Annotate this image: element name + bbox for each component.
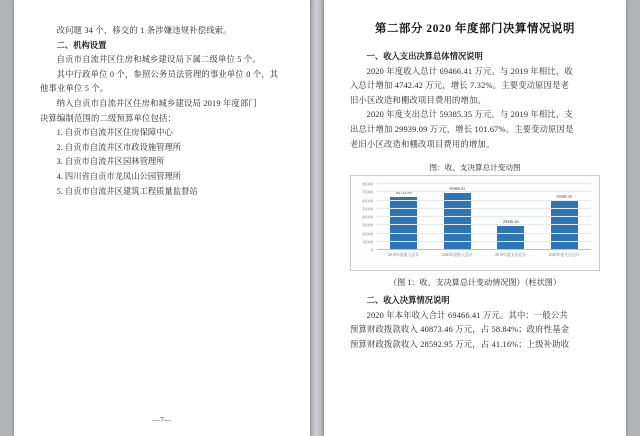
chart-bar xyxy=(497,218,524,250)
paragraph: 纳入自贡市自流井区住房和城乡建设局 2019 年度部门 xyxy=(56,98,257,108)
paragraph: 他事业单位 5 个。 xyxy=(40,84,109,94)
bar-chart xyxy=(350,175,600,271)
paragraph: 老旧小区改造和棚改项目费用的增加。 xyxy=(350,139,495,149)
list-item: 3. 自贡市自流井区园林管理所 xyxy=(56,157,165,167)
paragraph: 预算财政拨款收入 40873.46 万元，占 58.84%；政府性基金 xyxy=(350,325,570,335)
chart-gridline xyxy=(377,183,591,184)
chart-x-tick-label: 2020年度支出总计 xyxy=(548,253,580,258)
paragraph: 2020 年度支出总计 59385.35 万元。与 2019 年相比，支 xyxy=(366,110,573,120)
chart-gridline xyxy=(377,208,591,209)
chart-caption: （图 1：收、支决算总计变动情况图）（柱状图） xyxy=(389,278,561,288)
paragraph: 旧小区改造和棚改项目费用的增加。 xyxy=(350,95,486,105)
paragraph: 出总计增加 29939.09 万元，增长 101.67%。主要变动原因是 xyxy=(350,124,574,134)
chart-y-tick-label: 50000 xyxy=(362,206,373,212)
paragraph: 自贡市自流井区住房和城乡建设局下属二级单位 5 个。 xyxy=(56,55,261,65)
list-item: 1. 自贡市自流井区住房保障中心 xyxy=(56,128,173,138)
chart-gridline xyxy=(377,233,591,234)
page-number-left: —7— xyxy=(152,415,172,424)
page-gutter xyxy=(310,0,324,436)
chart-bar-value-label: 29446.26 xyxy=(502,218,519,224)
chart-plot-area xyxy=(377,184,591,250)
chart-y-axis xyxy=(351,181,375,253)
paragraph: 其中行政单位 0 个，参照公务员法管理的事业单位 0 个，其 xyxy=(56,69,279,79)
section-heading: 二、机构设置 xyxy=(56,40,107,50)
chart-y-tick-label: 80000 xyxy=(362,181,373,187)
paragraph: 入总计增加 4742.42 万元，增长 7.32%。主要变动原因是老 xyxy=(350,81,570,91)
chart-y-tick-label: 70000 xyxy=(362,189,373,195)
section-heading: 二、收入决算情况说明 xyxy=(366,296,450,306)
page-title: 第二部分 2020 年度部门决算情况说明 xyxy=(375,23,575,35)
chart-gridline xyxy=(377,241,591,242)
chart-bar-value-label: 69466.41 xyxy=(449,185,466,191)
list-item: 2. 自贡市自流井区市政设施管理所 xyxy=(56,142,182,152)
chart-figure xyxy=(350,162,600,288)
chart-x-tick-label: 2020年度收入总计 xyxy=(441,253,473,258)
section-heading: 一、收入支出决算总体情况说明 xyxy=(366,52,483,61)
paragraph: 2020 年度收入总计 69466.41 万元。与 2019 年相比，收 xyxy=(366,66,573,76)
chart-y-tick-label: 0 xyxy=(370,247,373,253)
chart-y-tick-label: 10000 xyxy=(362,239,373,245)
list-item: 5. 自贡市自流井区建筑工程质量监督站 xyxy=(56,186,198,196)
chart-x-axis xyxy=(377,252,591,266)
chart-gridline xyxy=(377,216,591,217)
document-page-right xyxy=(324,0,626,436)
list-item: 4. 四川省自贡市龙凤山公园管理所 xyxy=(56,171,182,181)
chart-x-tick-label: 2019年度收入总计 xyxy=(388,253,420,258)
chart-gridline xyxy=(377,224,591,225)
chart-y-tick-label: 40000 xyxy=(362,214,373,220)
page-background-right xyxy=(626,0,640,436)
chart-y-tick-label: 60000 xyxy=(362,198,373,204)
chart-gridline xyxy=(377,200,591,201)
chart-y-tick-label: 30000 xyxy=(362,222,373,228)
chart-gridline xyxy=(377,191,591,192)
paragraph: 决算编制范围的二级预算单位包括： xyxy=(40,113,176,123)
paragraph: 预算财政拨款收入 28592.95 万元，占 41.16%；上级补助收 xyxy=(350,339,570,349)
paragraph: 2020 年本年收入合计 69466.41 万元。其中：一般公共 xyxy=(366,310,568,320)
chart-x-tick-label: 2019年度支出总计 xyxy=(495,253,527,258)
chart-bar-value-label: 59385.35 xyxy=(556,194,573,200)
chart-y-tick-label: 20000 xyxy=(362,231,373,237)
page-background-left xyxy=(0,0,14,436)
paragraph: 改问题 34 个，移交的 1 条涉嫌违规补偿线索。 xyxy=(56,26,232,35)
chart-baseline xyxy=(377,249,591,250)
chart-title: 图：收、支决算总计变动图 xyxy=(429,163,521,173)
document-page-left xyxy=(14,0,310,436)
